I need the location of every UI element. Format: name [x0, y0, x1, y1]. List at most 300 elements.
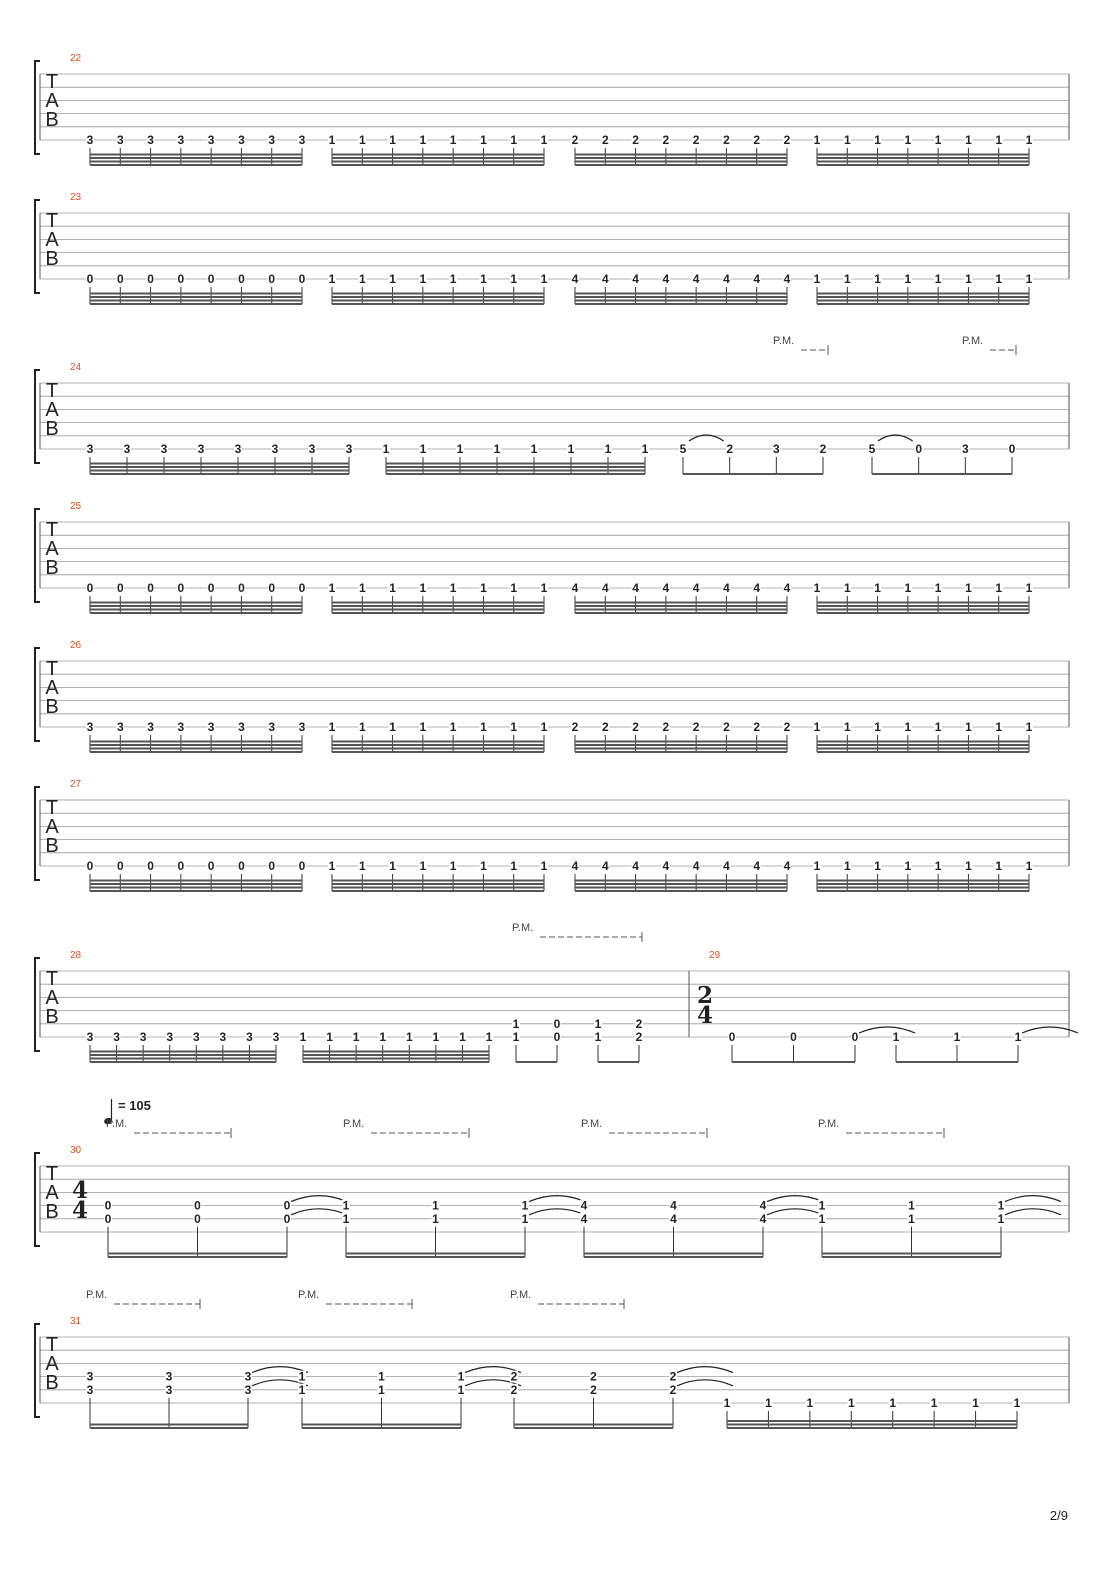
- fret-number: 1: [480, 720, 487, 734]
- bar-number: 23: [70, 192, 82, 203]
- fret-number: 1: [449, 720, 457, 734]
- fret-number: 1: [352, 1030, 360, 1044]
- fret-number: 1: [449, 859, 457, 873]
- fret-number: 2: [692, 133, 700, 147]
- fret-number: 3: [86, 442, 94, 456]
- system-bracket: [35, 1324, 40, 1417]
- system-bracket: [35, 958, 40, 1051]
- fret-number: 2: [571, 133, 579, 147]
- tab-system-23: [35, 192, 1069, 304]
- fret-number: 2: [510, 1382, 518, 1397]
- fret-number: 1: [965, 859, 972, 873]
- fret-number: 1: [379, 1030, 387, 1044]
- fret-number: 0: [298, 272, 306, 286]
- fret-number: 0: [207, 859, 215, 873]
- tab-clef-letter: T: [45, 797, 59, 819]
- fret-number: 3: [192, 1030, 200, 1044]
- tab-clef-letter: T: [45, 210, 59, 232]
- fret-number: 4: [662, 859, 670, 873]
- fret-number: 1: [510, 720, 518, 734]
- fret-number: 0: [851, 1030, 859, 1044]
- fret-number: 1: [432, 1198, 439, 1213]
- palm-mute-label: P.M.: [818, 1118, 840, 1130]
- fret-number: 1: [480, 859, 487, 873]
- fret-number: 4: [601, 859, 609, 873]
- fret-number: 1: [521, 1211, 529, 1226]
- palm-mute-label: P.M.: [773, 335, 795, 347]
- fret-number: 2: [669, 1369, 677, 1384]
- fret-number: 0: [86, 859, 94, 873]
- fret-number: 4: [692, 272, 700, 286]
- fret-number: 3: [165, 1382, 173, 1397]
- system-bracket: [35, 787, 40, 880]
- fret-number: 1: [843, 272, 851, 286]
- fret-number: 1: [641, 442, 649, 456]
- fret-number: 1: [540, 133, 548, 147]
- fret-number: 4: [692, 581, 700, 595]
- fret-number: 3: [86, 1382, 94, 1397]
- fret-number: 3: [268, 720, 276, 734]
- fret-number: 1: [847, 1396, 855, 1410]
- fret-number: 1: [382, 442, 390, 456]
- fret-number: 4: [580, 1198, 588, 1213]
- fret-number: 0: [177, 859, 185, 873]
- fret-number: 0: [177, 581, 185, 595]
- fret-number: 3: [86, 1030, 94, 1044]
- fret-number: 3: [772, 442, 780, 456]
- fret-number: 1: [904, 859, 912, 873]
- slur-arc: [859, 1027, 915, 1033]
- bar-number: 28: [70, 950, 82, 961]
- tab-system-24: [35, 335, 1069, 474]
- fret-number: 1: [512, 1030, 520, 1044]
- fret-number: 0: [283, 1211, 291, 1226]
- fret-number: 1: [892, 1030, 900, 1044]
- fret-number: 1: [818, 1198, 826, 1213]
- fret-number: 1: [934, 272, 942, 286]
- slur-arc: [1005, 1209, 1061, 1215]
- fret-number: 1: [934, 720, 942, 734]
- bar-number: 29: [709, 950, 721, 961]
- fret-number: 3: [207, 133, 215, 147]
- tab-clef-letter: B: [45, 1372, 59, 1394]
- fret-number: 1: [449, 133, 457, 147]
- tab-clef-letter: B: [45, 248, 59, 270]
- fret-number: 0: [116, 272, 124, 286]
- fret-number: 3: [86, 133, 94, 147]
- palm-mute-label: P.M.: [86, 1289, 108, 1301]
- fret-number: 3: [207, 720, 215, 734]
- fret-number: 3: [86, 1369, 94, 1384]
- bar-number: 26: [70, 640, 82, 651]
- tab-clef-letter: T: [45, 1334, 59, 1356]
- fret-number: 4: [662, 581, 670, 595]
- tab-clef-letter: B: [45, 1201, 59, 1223]
- fret-number: 1: [389, 581, 396, 595]
- fret-number: 4: [632, 581, 639, 595]
- fret-number: 2: [590, 1369, 597, 1384]
- fret-number: 2: [783, 720, 791, 734]
- time-signature-bottom: 4: [696, 1002, 714, 1029]
- fret-number: 0: [728, 1030, 736, 1044]
- fret-number: 1: [389, 720, 396, 734]
- fret-number: 3: [244, 1369, 252, 1384]
- fret-number: 0: [147, 581, 154, 595]
- fret-number: 1: [358, 133, 366, 147]
- fret-number: 2: [723, 133, 730, 147]
- fret-number: 1: [604, 442, 612, 456]
- fret-number: 1: [972, 1396, 979, 1410]
- slur-arc: [677, 1367, 733, 1373]
- fret-number: 4: [783, 859, 791, 873]
- fret-number: 1: [540, 272, 548, 286]
- fret-number: 0: [268, 581, 276, 595]
- fret-number: 0: [207, 581, 215, 595]
- fret-number: 2: [635, 1016, 643, 1031]
- fret-number: 4: [601, 272, 609, 286]
- fret-number: 3: [116, 720, 124, 734]
- fret-number: 1: [298, 1382, 306, 1397]
- tab-clef-letter: A: [45, 399, 59, 421]
- slur-arc: [767, 1209, 823, 1215]
- fret-number: 0: [116, 859, 124, 873]
- fret-number: 1: [723, 1396, 731, 1410]
- fret-number: 1: [594, 1030, 602, 1044]
- fret-number: 1: [358, 859, 366, 873]
- system-bracket: [35, 61, 40, 154]
- fret-number: 2: [669, 1382, 677, 1397]
- tab-system-26: [35, 640, 1069, 752]
- fret-number: 1: [342, 1211, 350, 1226]
- fret-number: 1: [843, 581, 851, 595]
- fret-number: 1: [765, 1396, 772, 1410]
- fret-number: 0: [915, 442, 923, 456]
- fret-number: 3: [234, 442, 242, 456]
- fret-number: 1: [328, 133, 336, 147]
- fret-number: 3: [244, 1382, 252, 1397]
- fret-number: 0: [116, 581, 124, 595]
- fret-number: 4: [580, 1211, 588, 1226]
- fret-number: 3: [139, 1030, 147, 1044]
- fret-number: 0: [553, 1030, 561, 1044]
- palm-mute-label: P.M.: [298, 1289, 320, 1301]
- fret-number: 1: [965, 272, 972, 286]
- fret-number: 1: [358, 581, 366, 595]
- fret-number: 1: [389, 272, 396, 286]
- fret-number: 1: [813, 272, 821, 286]
- fret-number: 1: [843, 133, 851, 147]
- fret-number: 1: [813, 133, 821, 147]
- fret-number: 0: [268, 272, 276, 286]
- fret-number: 0: [238, 581, 245, 595]
- fret-number: 1: [459, 1030, 466, 1044]
- tab-clef-letter: B: [45, 418, 59, 440]
- fret-number: 5: [868, 442, 876, 456]
- fret-number: 0: [177, 272, 185, 286]
- fret-number: 4: [601, 581, 609, 595]
- tempo-marking: = 105: [118, 1098, 151, 1113]
- palm-mute-label: P.M.: [962, 335, 984, 347]
- bar-number: 24: [70, 362, 82, 373]
- fret-number: 0: [104, 1211, 112, 1226]
- fret-number: 3: [961, 442, 969, 456]
- fret-number: 2: [723, 720, 730, 734]
- fret-number: 2: [692, 720, 700, 734]
- palm-mute-label: P.M.: [343, 1118, 365, 1130]
- slur-arc: [291, 1209, 347, 1215]
- fret-number: 3: [160, 442, 168, 456]
- fret-number: 1: [457, 1382, 465, 1397]
- fret-number: 2: [632, 133, 639, 147]
- fret-number: 1: [874, 581, 881, 595]
- palm-mute-label: P.M.: [106, 1118, 128, 1130]
- bar-number: 22: [70, 53, 82, 64]
- fret-number: 2: [510, 1369, 518, 1384]
- fret-number: 2: [662, 133, 670, 147]
- fret-number: 0: [147, 272, 154, 286]
- fret-number: 1: [904, 581, 912, 595]
- fret-number: 2: [819, 442, 827, 456]
- fret-number: 3: [238, 133, 245, 147]
- fret-number: 1: [874, 720, 881, 734]
- tab-clef-letter: T: [45, 71, 59, 93]
- fret-number: 1: [456, 442, 464, 456]
- fret-number: 1: [904, 133, 912, 147]
- fret-number: 4: [571, 272, 579, 286]
- fret-number: 4: [670, 1211, 677, 1226]
- tab-clef-letter: A: [45, 677, 59, 699]
- slur-arc: [767, 1196, 823, 1202]
- fret-number: 1: [806, 1396, 814, 1410]
- fret-number: 3: [165, 1369, 173, 1384]
- fret-number: 3: [271, 442, 279, 456]
- slur-arc: [291, 1196, 347, 1202]
- fret-number: 4: [723, 581, 730, 595]
- fret-number: 1: [419, 720, 427, 734]
- fret-number: 1: [1025, 272, 1033, 286]
- bar-number: 25: [70, 501, 82, 512]
- fret-number: 2: [783, 133, 791, 147]
- bar-number: 27: [70, 779, 82, 790]
- fret-number: 3: [147, 133, 154, 147]
- fret-number: 4: [670, 1198, 677, 1213]
- system-bracket: [35, 509, 40, 602]
- palm-mute-label: P.M.: [512, 922, 534, 934]
- fret-number: 4: [783, 272, 791, 286]
- tab-clef-letter: T: [45, 1163, 59, 1185]
- tab-clef-letter: B: [45, 557, 59, 579]
- system-bracket: [35, 648, 40, 741]
- fret-number: 5: [679, 442, 687, 456]
- fret-number: 1: [493, 442, 501, 456]
- fret-number: 1: [904, 720, 912, 734]
- page-number: 2/9: [1049, 1508, 1068, 1523]
- fret-number: 1: [449, 581, 457, 595]
- tab-clef-letter: T: [45, 380, 59, 402]
- fret-number: 4: [632, 859, 639, 873]
- fret-number: 1: [389, 859, 396, 873]
- fret-number: 1: [843, 720, 851, 734]
- fret-number: 2: [726, 442, 734, 456]
- fret-number: 3: [268, 133, 276, 147]
- fret-number: 0: [238, 859, 245, 873]
- fret-number: 1: [818, 1211, 826, 1226]
- fret-number: 1: [510, 133, 518, 147]
- palm-mute-label: P.M.: [581, 1118, 603, 1130]
- system-bracket: [35, 200, 40, 293]
- fret-number: 0: [298, 859, 306, 873]
- fret-number: 2: [590, 1382, 597, 1397]
- fret-number: 1: [965, 720, 972, 734]
- fret-number: 1: [342, 1198, 350, 1213]
- fret-number: 4: [753, 581, 761, 595]
- fret-number: 1: [934, 581, 942, 595]
- tab-clef-letter: B: [45, 1006, 59, 1028]
- fret-number: 0: [268, 859, 276, 873]
- fret-number: 2: [753, 133, 761, 147]
- fret-number: 1: [432, 1030, 440, 1044]
- slur-arc: [529, 1196, 585, 1202]
- fret-number: 1: [934, 859, 942, 873]
- fret-number: 0: [238, 272, 245, 286]
- fret-number: 0: [207, 272, 215, 286]
- fret-number: 3: [177, 133, 185, 147]
- fret-number: 3: [123, 442, 131, 456]
- fret-number: 1: [874, 859, 881, 873]
- fret-number: 1: [378, 1382, 385, 1397]
- fret-number: 3: [272, 1030, 280, 1044]
- tab-system-31: [35, 1289, 1069, 1428]
- fret-number: 1: [480, 133, 487, 147]
- fret-number: 2: [601, 133, 609, 147]
- fret-number: 0: [298, 581, 306, 595]
- fret-number: 2: [571, 720, 579, 734]
- fret-number: 1: [299, 1030, 307, 1044]
- fret-number: 4: [759, 1198, 767, 1213]
- fret-number: 1: [997, 1198, 1005, 1213]
- fret-number: 3: [86, 720, 94, 734]
- fret-number: 3: [345, 442, 353, 456]
- fret-number: 1: [510, 581, 518, 595]
- fret-number: 1: [298, 1369, 306, 1384]
- system-bracket: [35, 370, 40, 463]
- fret-number: 0: [790, 1030, 797, 1044]
- fret-number: 2: [753, 720, 761, 734]
- fret-number: 1: [358, 720, 366, 734]
- tab-clef-letter: A: [45, 1353, 59, 1375]
- tab-clef-letter: A: [45, 90, 59, 112]
- fret-number: 1: [512, 1016, 520, 1031]
- tab-clef-letter: B: [45, 835, 59, 857]
- tab-system-28: [35, 922, 1078, 1062]
- fret-number: 1: [995, 272, 1003, 286]
- fret-number: 1: [813, 720, 821, 734]
- fret-number: 1: [540, 720, 548, 734]
- bar-number: 30: [70, 1145, 82, 1156]
- fret-number: 1: [1014, 1030, 1022, 1044]
- fret-number: 2: [601, 720, 609, 734]
- fret-number: 0: [86, 581, 94, 595]
- fret-number: 1: [874, 133, 881, 147]
- fret-number: 1: [389, 133, 396, 147]
- fret-number: 0: [147, 859, 154, 873]
- fret-number: 4: [692, 859, 700, 873]
- tab-clef-letter: B: [45, 109, 59, 131]
- fret-number: 1: [328, 581, 336, 595]
- fret-number: 1: [328, 720, 336, 734]
- fret-number: 0: [104, 1198, 112, 1213]
- fret-number: 4: [571, 859, 579, 873]
- tab-system-22: [35, 53, 1069, 165]
- fret-number: 3: [298, 133, 306, 147]
- fret-number: 1: [540, 581, 548, 595]
- fret-number: 1: [965, 581, 972, 595]
- fret-number: 0: [1008, 442, 1016, 456]
- fret-number: 0: [283, 1198, 291, 1213]
- fret-number: 1: [843, 859, 851, 873]
- tab-clef-letter: A: [45, 1182, 59, 1204]
- fret-number: 1: [449, 272, 457, 286]
- fret-number: 1: [358, 272, 366, 286]
- tab-system-30: [35, 1098, 1069, 1257]
- tab-clef-letter: A: [45, 987, 59, 1009]
- fret-number: 3: [246, 1030, 253, 1044]
- fret-number: 1: [378, 1369, 385, 1384]
- fret-number: 4: [662, 272, 670, 286]
- fret-number: 3: [116, 133, 124, 147]
- fret-number: 1: [965, 133, 972, 147]
- fret-number: 1: [521, 1198, 529, 1213]
- slur-arc: [529, 1209, 585, 1215]
- fret-number: 1: [904, 272, 912, 286]
- fret-number: 1: [419, 442, 427, 456]
- fret-number: 3: [147, 720, 154, 734]
- fret-number: 1: [995, 581, 1003, 595]
- time-signature-top: 2: [696, 982, 714, 1009]
- slur-arc: [1005, 1196, 1061, 1202]
- fret-number: 4: [571, 581, 579, 595]
- fret-number: 4: [723, 859, 730, 873]
- fret-number: 1: [1025, 859, 1033, 873]
- fret-number: 0: [194, 1211, 201, 1226]
- fret-number: 1: [530, 442, 538, 456]
- fret-number: 3: [219, 1030, 227, 1044]
- fret-number: 2: [632, 720, 639, 734]
- fret-number: 1: [419, 859, 427, 873]
- fret-number: 1: [953, 1030, 961, 1044]
- tab-system-25: [35, 501, 1069, 613]
- fret-number: 0: [194, 1198, 201, 1213]
- fret-number: 1: [995, 133, 1003, 147]
- fret-number: 1: [419, 581, 427, 595]
- fret-number: 3: [238, 720, 245, 734]
- fret-number: 1: [934, 133, 942, 147]
- fret-number: 1: [457, 1369, 465, 1384]
- tab-clef-letter: A: [45, 538, 59, 560]
- fret-number: 1: [510, 272, 518, 286]
- fret-number: 1: [813, 859, 821, 873]
- fret-number: 1: [480, 272, 487, 286]
- bar-number: 31: [70, 1316, 82, 1327]
- time-signature-bottom: 4: [71, 1197, 89, 1224]
- fret-number: 4: [753, 859, 761, 873]
- fret-number: 4: [632, 272, 639, 286]
- fret-number: 1: [328, 272, 336, 286]
- fret-number: 1: [908, 1211, 915, 1226]
- tab-clef-letter: A: [45, 229, 59, 251]
- fret-number: 1: [813, 581, 821, 595]
- fret-number: 1: [908, 1198, 915, 1213]
